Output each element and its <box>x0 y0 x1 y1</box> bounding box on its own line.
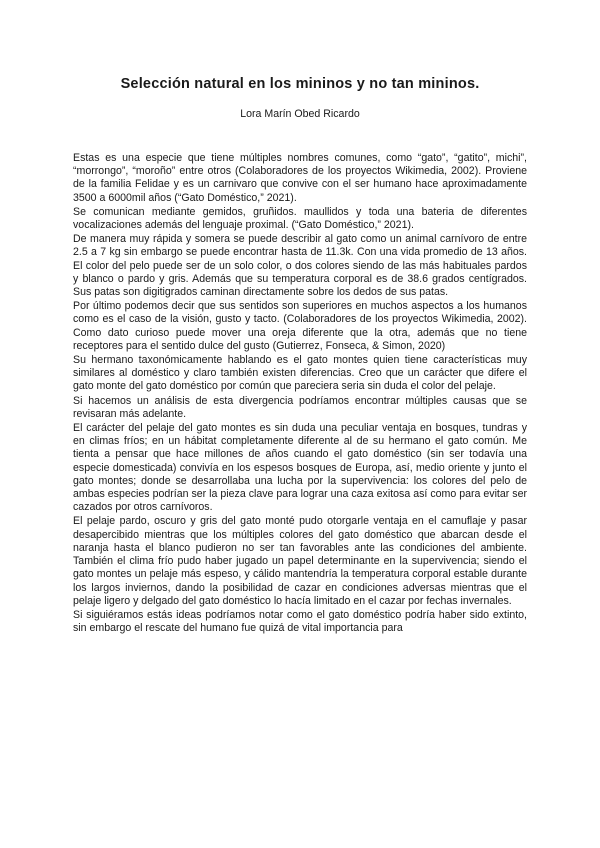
paragraph-3: De manera muy rápida y somera se puede describir al gato como un animal carnívoro de entre 2.5 a 7 kg sin embargo se puede encontrar hasta de 11.3k. Con una vida promedio de 13 años. El color del pelo puede ser de un solo color, o dos colores siendo de las más habituales pardos y blanco o pardo y gris. Además que su temperatura corporal es de 38.6 grados centígrados. Sus patas son digitigrados caminan directamente sobre los dedos de sus patas. <box>73 233 527 299</box>
paragraph-1: Estas es una especie que tiene múltiples nombres comunes, como “gato”, “gatito”, michi”, “morrongo”, “moroño” entre otros (Colaboradores de los proyectos Wikimedia, 2002). Proviene de la familia Felidae y es un carnivaro que convive con el ser humano hace aproximadamente 3500 a 6000mil años (“Gato Doméstico,” 2021). <box>73 152 527 204</box>
document-body <box>73 152 527 635</box>
document-author: Lora Marín Obed Ricardo <box>240 108 360 120</box>
paragraph-8: El pelaje pardo, oscuro y gris del gato monté pudo otorgarle ventaja en el camuflaje y pasar desapercibido mientras que los múltiples colores del gato doméstico que abarcan desde el naranja hasta el blanco pudieron no ser tan favorables ante las condiciones del ambiente. También el clima frío pudo haber jugado un papel determinante en la supervivencia; siendo el gato montes un pelaje más espeso, y cálido mantendría la temperatura corporal estable durante los largos inviernos, dando la posibilidad de cazar en condiciones adversas mientras que el pelaje ligero y delgado del gato doméstico lo hacía limitado en el cazar por fechas invernales. <box>73 515 527 607</box>
document-title: Selección natural en los mininos y no tan mininos. <box>120 76 480 92</box>
paragraph-6: Si hacemos un análisis de esta divergencia podríamos encontrar múltiples causas que se revisaran más adelante. <box>73 394 527 420</box>
paragraph-7: El carácter del pelaje del gato montes es sin duda una peculiar ventaja en bosques, tundras y en climas fríos; en un hábitat completamente diferente al de su hermano el gato común. Me tienta a pensar que hace millones de años cuando el gato doméstico (sin ser todavía una especie domesticada) convivía en los espesos bosques de Europa, así, medio oriente y junto el gato montes; donde se desarrollaba una lucha por la supervivencia: los colores del pelo de ambas especies podrían ser la pieza clave para lograr una caza exitosa así como para evitar ser cazados por otros carnívoros. <box>73 422 527 514</box>
paragraph-4: Por último podemos decir que sus sentidos son superiores en muchos aspectos a los humanos como es el caso de la visión, gusto y tacto. (Colaboradores de los proyectos Wikimedia, 2002). Como dato curioso puede mover una oreja diferente que la otra, además que no tiene receptores para el sentido dulce del gusto (Gutierrez, Fonseca, & Simon, 2020) <box>73 300 527 352</box>
paragraph-9: Si siguiéramos estás ideas podríamos notar como el gato doméstico podría haber sido extinto, sin embargo el rescate del humano fue quizá de vital importancia para <box>73 608 527 635</box>
paragraph-5: Su hermano taxonómicamente hablando es el gato montes quien tiene características muy similares al doméstico y claro también existen diferencias. Creo que un carácter que difere el gato monte del gato doméstico por común que pareciera seria sin duda el color del pelaje. <box>73 354 527 393</box>
paragraph-2: Se comunican mediante gemidos, gruñidos. maullidos y toda una bateria de diferentes vocalizaciones además del lenguaje proximal. (“Gato Doméstico,” 2021). <box>73 205 527 232</box>
